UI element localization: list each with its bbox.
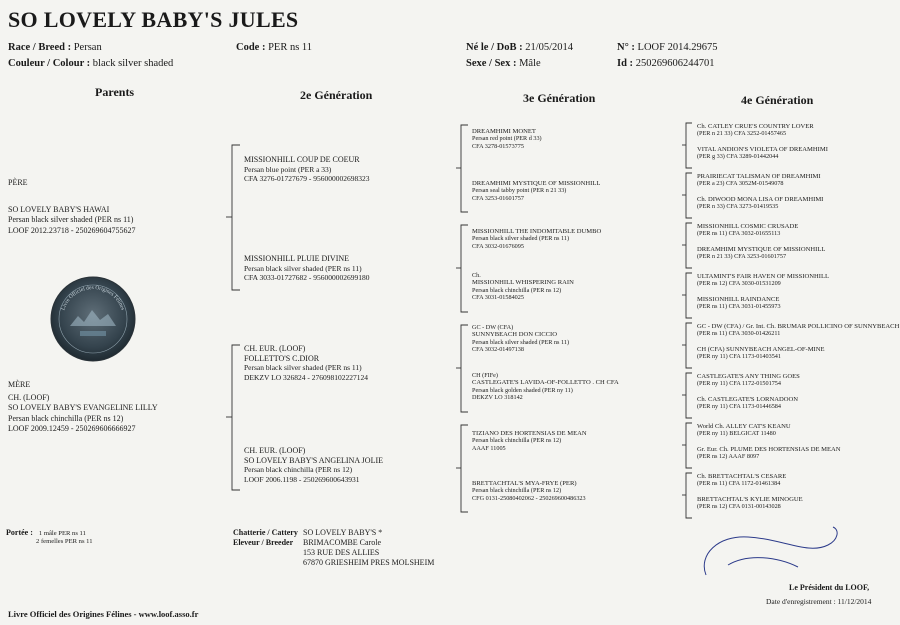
- gen4-entry: [697, 373, 800, 388]
- gen4-entry-name: BRETTACHTAL'S KYLIE MINOGUE: [697, 496, 803, 503]
- ancestor-line: CFA 3278-01573775: [472, 142, 524, 150]
- gen3-entry: [472, 372, 619, 402]
- footer-text: Livre Officiel des Origines Félines - www.loof.asso.fr: [8, 609, 199, 619]
- gen4-entry: [697, 146, 828, 161]
- id-label: Id :: [617, 58, 634, 69]
- litter-line-2: 2 femelles PER ns 11: [36, 538, 93, 545]
- gen3-entry: [472, 480, 586, 502]
- ancestor-line: DREAMHIMI MONET: [472, 128, 536, 135]
- ancestor-line: DEKZV LO 326824 - 276098102227124: [244, 372, 369, 382]
- ancestor-line: MISSIONHILL WHISPERING RAIN: [472, 279, 574, 287]
- gen4-entry: [697, 496, 803, 511]
- ancestor-line: Persan black silver shaded (PER ns 11): [472, 235, 570, 243]
- dob-value: 21/05/2014: [525, 42, 574, 53]
- gen2-entry: [244, 344, 368, 382]
- mother-reg: LOOF 2009.12459 - 250269606666927: [8, 424, 136, 433]
- father-block: [8, 178, 136, 236]
- gen4-entry-name: Gr. Eur. Ch. PLUME DES HORTENSIAS DE MEAN: [697, 446, 841, 453]
- gen4-entry-detail: (PER n 21 33) CFA 3252-01457465: [697, 130, 787, 138]
- mother-desc: Persan black chinchilla (PER ns 12): [8, 413, 124, 423]
- ancestor-line: Persan seal tabby point (PER n 21 33): [472, 187, 567, 195]
- breeder-labels: [233, 528, 298, 548]
- ancestor-line: SO LOVELY BABY'S ANGELINA JOLIE: [244, 455, 384, 465]
- gen4-entry-name: VITAL ANDION'S VIOLETA OF DREAMHIMI: [697, 146, 828, 153]
- gen2-entry: [244, 254, 370, 283]
- president-signature: [688, 515, 848, 585]
- gen4-entry-detail: (PER ns 11) CFA 1172-01461384: [697, 480, 781, 488]
- gen4-entry-detail: (PER ns 11) CFA 3030-01426211: [697, 330, 781, 338]
- ancestor-line: LOOF 2006.1198 - 250269600643931: [244, 474, 360, 484]
- gen4-entry-name: CASTLEGATE'S ANY THING GOES: [697, 373, 800, 380]
- gen4-entry-detail: (PER ns 12) CFA 3030-01531209: [697, 280, 781, 288]
- gen4-entry-name: PRAIRIECAT TALISMAN OF DREAMHIMI: [697, 173, 821, 180]
- gen4-entry: [697, 423, 791, 438]
- gen4-entry: [697, 173, 821, 188]
- breeder-address-2: 67870 GRIESHEIM PRES MOLSHEIM: [303, 558, 435, 567]
- ancestor-line: SUNNYBEACH DON CICCIO: [472, 331, 557, 339]
- code-label: Code :: [236, 42, 266, 53]
- gen4-entry-detail: (PER ns 12) AAAF 8097: [697, 453, 760, 461]
- ancestor-line: Persan red point (PER d 33): [472, 135, 542, 143]
- gen4-entry-detail: (PER ns 11) CFA 3031-01455973: [697, 303, 781, 311]
- ancestor-line: Persan black chinchilla (PER ns 12): [244, 465, 353, 475]
- breeder-details: [303, 528, 434, 568]
- gen3-entry: [472, 180, 600, 202]
- gen4-entry: [697, 273, 829, 288]
- breed-label: Race / Breed :: [8, 42, 72, 53]
- column-heading-parents: Parents: [95, 85, 135, 99]
- breeder-label: Eleveur / Breeder: [233, 538, 294, 547]
- ancestor-line: CFA 3032-01676095: [472, 242, 524, 250]
- cattery-name: SO LOVELY BABY'S *: [303, 528, 383, 537]
- gen4-entry-detail: (PER ns 11) CFA 3032-01655113: [697, 230, 781, 238]
- column-heading-gen3: 3e Génération: [523, 91, 596, 105]
- father-desc: Persan black silver shaded (PER ns 11): [8, 215, 134, 224]
- gen4-entry-name: MISSIONHILL COSMIC CRUSADE: [697, 223, 799, 230]
- father-role: PÈRE: [8, 178, 28, 187]
- gen4-entry-name: Ch. DIWOOD MONA LISA OF DREAMHIMI: [697, 196, 824, 203]
- sex-label: Sexe / Sex :: [466, 58, 517, 69]
- ancestor-line: MISSIONHILL THE INDOMITABLE DUMBO: [472, 228, 602, 235]
- ancestor-line: TIZIANO DES HORTENSIAS DE MEAN: [472, 430, 587, 437]
- mother-role: MÈRE: [8, 380, 31, 389]
- father-reg: LOOF 2012.23718 - 250269604755627: [8, 225, 136, 235]
- gen4-entry-name: GC - DW (CFA) / Gr. Int. Ch. BRUMAR POLLICINO OF SUNNYBEACH: [697, 323, 900, 330]
- id-value: 250269606244701: [635, 58, 715, 69]
- ancestor-line: Persan black silver shaded (PER ns 11): [472, 338, 570, 346]
- breeder-address-1: 153 RUE DES ALLIES: [303, 548, 380, 557]
- breed-value: Persan: [73, 42, 102, 53]
- number-value: LOOF 2014.29675: [637, 42, 718, 53]
- ancestor-line: CFA 3276-01727679 - 956000002698323: [244, 174, 370, 184]
- gen4-entry: [697, 446, 841, 461]
- gen4-entry-name: CH (CFA) SUNNYBEACH ANGEL-OF-MINE: [697, 346, 825, 353]
- gen4-entry-detail: (PER g 33) CFA 3289-01442044: [697, 153, 779, 161]
- ancestor-line: CH (FIFe): [472, 372, 498, 379]
- ancestor-line: Persan black chinchilla (PER ns 12): [472, 487, 562, 495]
- mother-name: SO LOVELY BABY'S EVANGELINE LILLY: [8, 403, 158, 412]
- ancestor-line: CH. EUR. (LOOF): [244, 344, 306, 353]
- gen4-entry: [697, 296, 781, 311]
- loof-hologram-seal: [50, 276, 136, 362]
- gen4-entry: [697, 323, 899, 338]
- pedigree-title: SO LOVELY BABY'S JULES: [8, 7, 299, 32]
- ancestor-line: CFA 3031-01584025: [472, 294, 524, 302]
- ancestor-line: BRETTACHTAL'S MYA-FRYE (PER): [472, 480, 577, 487]
- mother-block: [8, 380, 158, 435]
- cattery-label: Chatterie / Cattery: [233, 528, 298, 537]
- president-title: Le Président du LOOF,: [789, 583, 870, 592]
- gen4-entry-name: ULTAMINT'S FAIR HAVEN OF MISSIONHILL: [697, 273, 830, 280]
- code-value: PER ns 11: [268, 42, 313, 53]
- ancestor-line: DEKZV LO 318142: [472, 394, 523, 402]
- litter-label: Portée :: [6, 528, 33, 537]
- gen4-entry-name: DREAMHIMI MYSTIQUE OF MISSIONHILL: [697, 246, 826, 253]
- gen4-entry-name: World Ch. ALLEY CAT'S KEANU: [697, 423, 791, 430]
- gen4-entry-detail: (PER ny 11) BELGICAT 11480: [697, 430, 776, 438]
- ancestor-line: FOLLETTO'S C.DIOR: [244, 353, 320, 363]
- gen4-entry-detail: (PER n 21 33) CFA 3253-01601757: [697, 253, 787, 261]
- gen4-entry: [697, 473, 786, 488]
- gen3-entry: [472, 272, 574, 302]
- gen4-entry-name: Ch. BRETTACHTAL'S CESARE: [697, 473, 787, 480]
- svg-text:Livre Officiel des Origines Fé: Livre Officiel des Origines Félines: [60, 284, 126, 312]
- mother-title: CH. (LOOF): [8, 392, 50, 402]
- ancestor-line: MISSIONHILL COUP DE COEUR: [244, 155, 360, 164]
- gen2-entry: [244, 155, 370, 184]
- gen2-entry: [244, 446, 383, 484]
- gen4-entry: [697, 346, 825, 361]
- registration-date-value: 11/12/2014: [837, 597, 872, 606]
- gen3-entry: [472, 228, 601, 250]
- ancestor-line: CFG 0131-25080402062 - 250269600486323: [472, 494, 586, 502]
- gen4-entry-detail: (PER ns 12) CFA 0131-00143028: [697, 503, 781, 511]
- ancestor-line: AAAF 11005: [472, 444, 506, 452]
- ancestor-line: Persan black chinchilla (PER ns 12): [472, 286, 562, 294]
- gen4-entry: [697, 223, 798, 238]
- number-label: N° :: [617, 42, 635, 53]
- gen4-entry-name: Ch. CASTLEGATE'S LORNADOON: [697, 396, 799, 403]
- column-heading-gen2: 2e Génération: [300, 88, 373, 102]
- gen4-entry-detail: (PER a 23) CFA 3052M-01549078: [697, 180, 784, 188]
- ancestor-line: Ch.: [472, 272, 481, 279]
- ancestor-line: DREAMHIMI MYSTIQUE OF MISSIONHILL: [472, 180, 601, 187]
- ancestor-line: CASTLEGATE'S LAVIDA-OF-FOLLETTO . CH CFA: [472, 379, 619, 387]
- sex-value: Mâle: [519, 58, 541, 69]
- colour-label: Couleur / Colour :: [8, 58, 91, 69]
- gen4-entry-detail: (PER ny 11) CFA 1173-01403541: [697, 353, 781, 361]
- gen3-entry: [472, 128, 542, 150]
- colour-value: black silver shaded: [92, 58, 174, 69]
- gen4-entry-detail: (PER ny 11) CFA 1173-01446584: [697, 403, 781, 411]
- gen4-entry: [697, 246, 825, 261]
- gen4-entry-detail: (PER n 33) CFA 3273-01419535: [697, 203, 779, 211]
- gen4-entry: [697, 196, 823, 211]
- registration-date-label: Date d'enregistrement :: [766, 597, 836, 606]
- gen4-entry-detail: (PER ny 11) CFA 1172-01501754: [697, 380, 781, 388]
- ancestor-line: GC - DW (CFA): [472, 324, 514, 331]
- ancestor-line: Persan black silver shaded (PER ns 11): [244, 363, 362, 373]
- ancestor-line: Persan blue point (PER a 33): [244, 164, 332, 174]
- gen4-entry-name: Ch. CATLEY CRUE'S COUNTRY LOVER: [697, 123, 814, 130]
- gen3-entry: [472, 324, 569, 354]
- litter-line-1: 1 mâle PER ns 11: [38, 530, 86, 537]
- breeder-name: BRIMACOMBE Carole: [303, 538, 381, 547]
- ancestor-line: Persan black silver shaded (PER ns 11): [244, 263, 362, 273]
- column-heading-gen4: 4e Génération: [741, 93, 814, 107]
- gen4-entry: [697, 123, 814, 138]
- ancestor-line: CFA 3253-01601757: [472, 194, 524, 202]
- ancestor-line: CFA 3033-01727682 - 956000002699180: [244, 273, 370, 283]
- ancestor-line: Persan black chinchilla (PER ns 12): [472, 437, 562, 445]
- gen3-entry: [472, 430, 587, 452]
- gen4-entry: [697, 396, 798, 411]
- dob-label: Né le / DoB :: [466, 42, 523, 53]
- father-name: SO LOVELY BABY'S HAWAI: [8, 204, 110, 214]
- gen4-entry-name: MISSIONHILL RAINDANCE: [697, 296, 780, 303]
- ancestor-line: CFA 3032-01497138: [472, 346, 524, 354]
- ancestor-line: Persan black golden shaded (PER ny 11): [472, 386, 573, 394]
- ancestor-line: MISSIONHILL PLUIE DIVINE: [244, 254, 350, 263]
- ancestor-line: CH. EUR. (LOOF): [244, 446, 306, 455]
- registration-date: [766, 597, 871, 607]
